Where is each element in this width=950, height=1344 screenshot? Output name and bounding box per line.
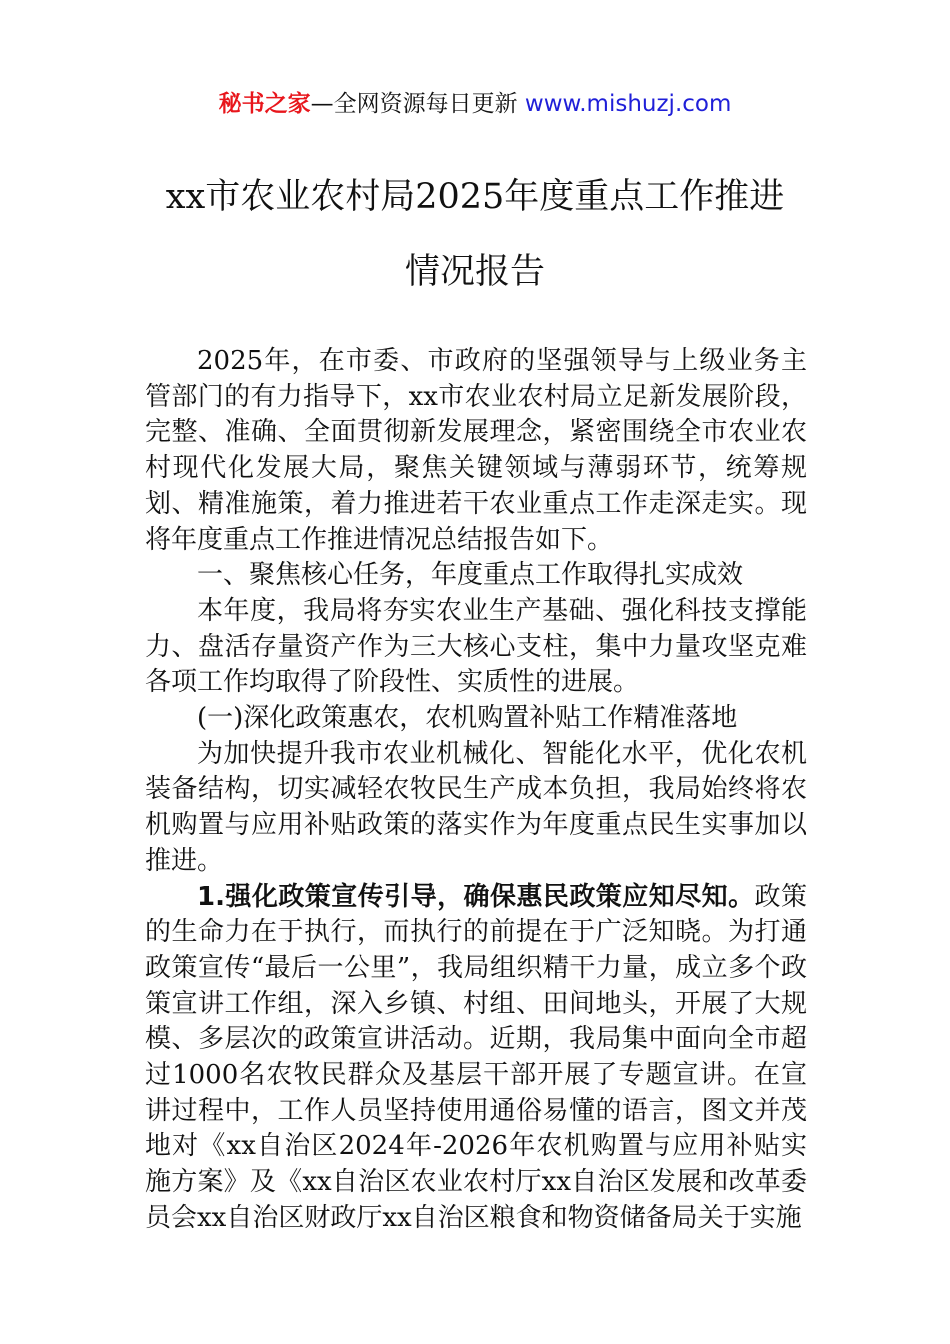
item-1-text: 政策的生命力在于执行，而执行的前提在于广泛知晓。为打通政策宣传“最后一公里”，我局组织精干力量，成立多个政策宣讲工作组，深入乡镇、村组、田间地头，开展了大规模、多层次的政策宣讲活动。近期，我局集中面向全市超过1000名农牧民群众及基层干部开展了专题宣讲。在宣讲过程中，工作人员坚持使用通俗易懂的语言，图文并茂地对《xx自治区2024年-2026年农机购置与应用补贴实施方案》及《xx自治区农业农村厅xx自治区发展和改革委员会xx自治区财政厅xx自治区粮食和物资储备局关于实施	[145, 881, 807, 1233]
title-line-1: xx市农业农村局2025年度重点工作推进	[165, 177, 785, 217]
intro-paragraph: 2025年，在市委、市政府的坚强领导与上级业务主管部门的有力指导下，xx市农业农村局立足新发展阶段，完整、准确、全面贯彻新发展理念，紧密围绕全市农业农村现代化发展大局，聚焦关键领域与薄弱环节，统筹规划、精准施策，着力推进若干农业重点工作走深走实。现将年度重点工作推进情况总结报告如下。	[145, 346, 807, 555]
banner-brand: 秘书之家	[218, 91, 311, 117]
document-title	[120, 160, 830, 310]
banner-url-link[interactable]: www.mishuzj.com	[524, 91, 732, 117]
title-line-2: 情况报告	[404, 252, 545, 292]
item-1-paragraph	[145, 880, 807, 1237]
section-1-paragraph: 本年度，我局将夯实农业生产基础、强化科技支撑能力、盘活存量资产作为三大核心支柱，集中力量攻坚克难各项工作均取得了阶段性、实质性的进展。	[145, 595, 807, 698]
item-1-heading: 1.强化政策宣传引导，确保惠民政策应知尽知。	[197, 881, 755, 912]
document-body	[145, 344, 807, 1237]
subsection-1-paragraph: 为加快提升我市农业机械化、智能化水平，优化农机装备结构，切实减轻农牧民生产成本负担，我局始终将农机购置与应用补贴政策的落实作为年度重点民生实事加以推进。	[145, 738, 807, 876]
subsection-heading-1: (一)深化政策惠农，农机购置补贴工作精准落地	[197, 703, 738, 734]
section-heading-1: 一、聚焦核心任务，年度重点工作取得扎实成效	[197, 560, 744, 591]
site-banner	[0, 86, 950, 122]
banner-tagline: —全网资源每日更新	[310, 91, 525, 117]
